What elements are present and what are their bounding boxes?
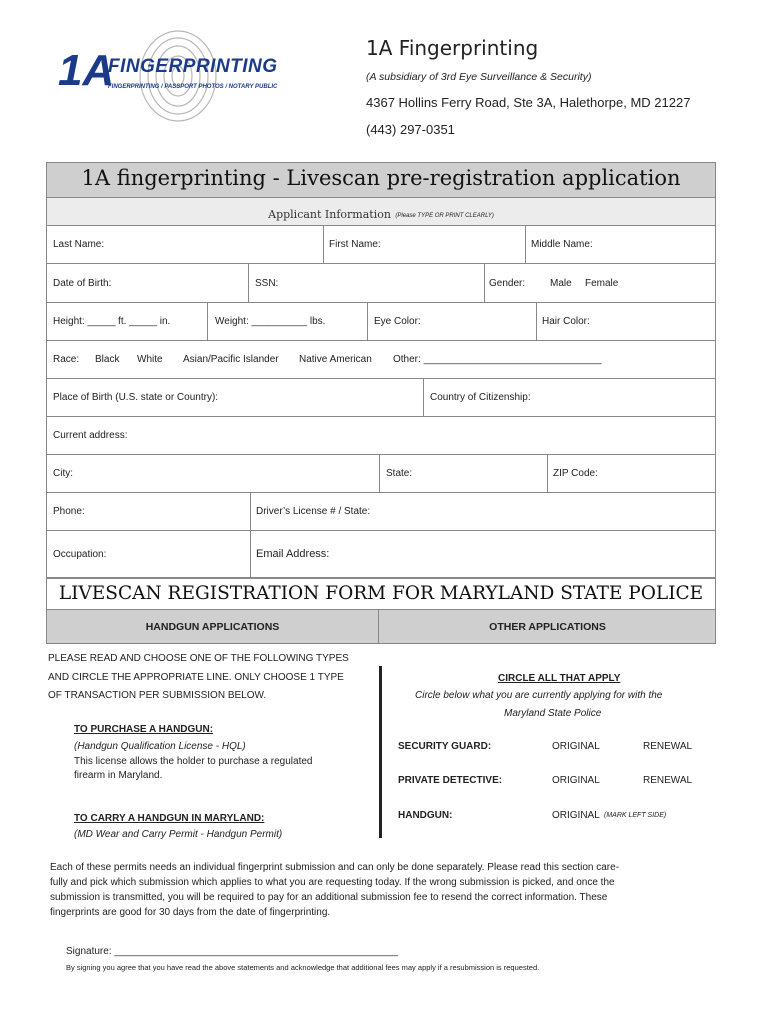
row-dob [46, 264, 716, 303]
race-label: Race: [53, 354, 80, 365]
livescan-title: LIVESCAN REGISTRATION FORM FOR MARYLAND STATE POLICE [58, 583, 704, 604]
state-field[interactable]: State: [386, 468, 413, 479]
applicant-info-label: Applicant Information [268, 208, 391, 221]
logo-word: FINGERPRINTING [108, 56, 278, 77]
notice-line-3: submission is transmitted, you will be required to pay for an additional submission fee to resend the correct information. These [50, 892, 608, 903]
logo-1a: 1A [58, 46, 115, 95]
eye-color-field[interactable]: Eye Color: [374, 316, 421, 327]
handgun-label: HANDGUN: [398, 810, 453, 821]
weight-field[interactable]: Weight: __________ lbs. [215, 316, 326, 327]
form-title-bar [46, 162, 716, 198]
private-detective-original[interactable]: ORIGINAL [552, 775, 600, 786]
row-occupation [46, 531, 716, 578]
signature-field[interactable]: Signature: ___________________________________________________ [66, 946, 399, 957]
instructions-line-3: OF TRANSACTION PER SUBMISSION BELOW. [48, 690, 267, 701]
row-birth [46, 379, 716, 417]
instructions-line-2: AND CIRCLE THE APPROPRIATE LINE. ONLY CHOOSE 1 TYPE [48, 672, 344, 683]
gender-female[interactable]: Female [585, 278, 619, 289]
application-tabs [46, 610, 716, 644]
race-native[interactable]: Native American [299, 354, 372, 365]
dob-field[interactable]: Date of Birth: [53, 278, 112, 289]
race-black[interactable]: Black [95, 354, 120, 365]
notice-line-4: fingerprints are good for 30 days from the date of fingerprinting. [50, 907, 331, 918]
race-white[interactable]: White [137, 354, 163, 365]
zip-field[interactable]: ZIP Code: [553, 468, 598, 479]
height-field[interactable]: Height: _____ ft. _____ in. [53, 316, 171, 327]
middle-name-field[interactable]: Middle Name: [531, 239, 593, 250]
email-field[interactable]: Email Address: [256, 548, 330, 560]
row-names [46, 226, 716, 264]
carry-handgun-heading[interactable]: TO CARRY A HANDGUN IN MARYLAND: [74, 813, 265, 824]
row-city [46, 455, 716, 493]
occupation-field[interactable]: Occupation: [53, 549, 107, 560]
company-address: 4367 Hollins Ferry Road, Ste 3A, Halethorpe, MD 21227 [366, 95, 691, 110]
instructions-line-1: PLEASE READ AND CHOOSE ONE OF THE FOLLOWING TYPES [48, 653, 349, 664]
circle-all-heading: CIRCLE ALL THAT APPLY [498, 673, 621, 684]
applicant-info-bar [46, 198, 716, 226]
city-field[interactable]: City: [53, 468, 73, 479]
first-name-field[interactable]: First Name: [329, 239, 381, 250]
row-race [46, 341, 716, 379]
gender-label: Gender: [489, 278, 526, 289]
tab-handgun-applications[interactable]: HANDGUN APPLICATIONS [47, 610, 379, 643]
purchase-desc-2: firearm in Maryland. [74, 770, 163, 781]
applicant-info-note: (Please TYPE OR PRINT CLEARLY) [395, 213, 494, 219]
current-address-field[interactable]: Current address: [53, 430, 128, 441]
handgun-original[interactable]: ORIGINAL [552, 810, 600, 821]
security-guard-original[interactable]: ORIGINAL [552, 741, 600, 752]
place-of-birth-field[interactable]: Place of Birth (U.S. state or Country): [53, 392, 219, 403]
company-phone: (443) 297-0351 [366, 122, 455, 137]
company-subsidiary: (A subsidiary of 3rd Eye Surveillance & Security) [366, 71, 592, 83]
notice-line-1: Each of these permits needs an individual fingerprint submission and can only be done separately. Please read this section care- [50, 862, 620, 873]
row-physical [46, 303, 716, 341]
column-divider [379, 666, 382, 838]
phone-field[interactable]: Phone: [53, 506, 85, 517]
notice-line-2: fully and pick which submission which applies to what you are requesting today. If the wrong submission is picked, and once the [50, 877, 615, 888]
ssn-field[interactable]: SSN: [255, 278, 279, 289]
race-asian[interactable]: Asian/Pacific Islander [183, 354, 279, 365]
company-logo [58, 28, 288, 123]
citizenship-field[interactable]: Country of Citizenship: [430, 392, 531, 403]
security-guard-renewal[interactable]: RENEWAL [643, 741, 693, 752]
gender-male[interactable]: Male [550, 278, 572, 289]
circle-desc-2: Maryland State Police [504, 708, 602, 719]
race-other[interactable]: Other: ________________________________ [393, 354, 602, 365]
tab-other-applications[interactable]: OTHER APPLICATIONS [489, 621, 606, 633]
form-title: 1A fingerprinting - Livescan pre-registration application [81, 166, 681, 190]
purchase-desc-1: This license allows the holder to purchase a regulated [74, 756, 313, 767]
carry-handgun-sub: (MD Wear and Carry Permit - Handgun Permit) [74, 829, 283, 840]
agreement-text: By signing you agree that you have read the above statements and acknowledge that additional fees may apply if a resubmission is requested. [66, 963, 540, 972]
last-name-field[interactable]: Last Name: [53, 239, 105, 250]
private-detective-label: PRIVATE DETECTIVE: [398, 775, 503, 786]
handgun-mark-left: (MARK LEFT SIDE) [604, 812, 667, 819]
private-detective-renewal[interactable]: RENEWAL [643, 775, 693, 786]
hair-color-field[interactable]: Hair Color: [542, 316, 590, 327]
row-phone [46, 493, 716, 531]
circle-desc-1: Circle below what you are currently applying for with the [415, 690, 663, 701]
drivers-license-field[interactable]: Driver’s License # / State: [256, 506, 371, 517]
security-guard-label: SECURITY GUARD: [398, 741, 492, 752]
livescan-title-bar [46, 578, 716, 610]
purchase-handgun-sub: (Handgun Qualification License - HQL) [74, 741, 246, 752]
company-name: 1A Fingerprinting [366, 36, 539, 60]
row-address [46, 417, 716, 455]
purchase-handgun-heading[interactable]: TO PURCHASE A HANDGUN: [74, 724, 214, 735]
logo-tagline: FINGERPRINTING / PASSPORT PHOTOS / NOTARY PUBLIC [108, 84, 278, 90]
